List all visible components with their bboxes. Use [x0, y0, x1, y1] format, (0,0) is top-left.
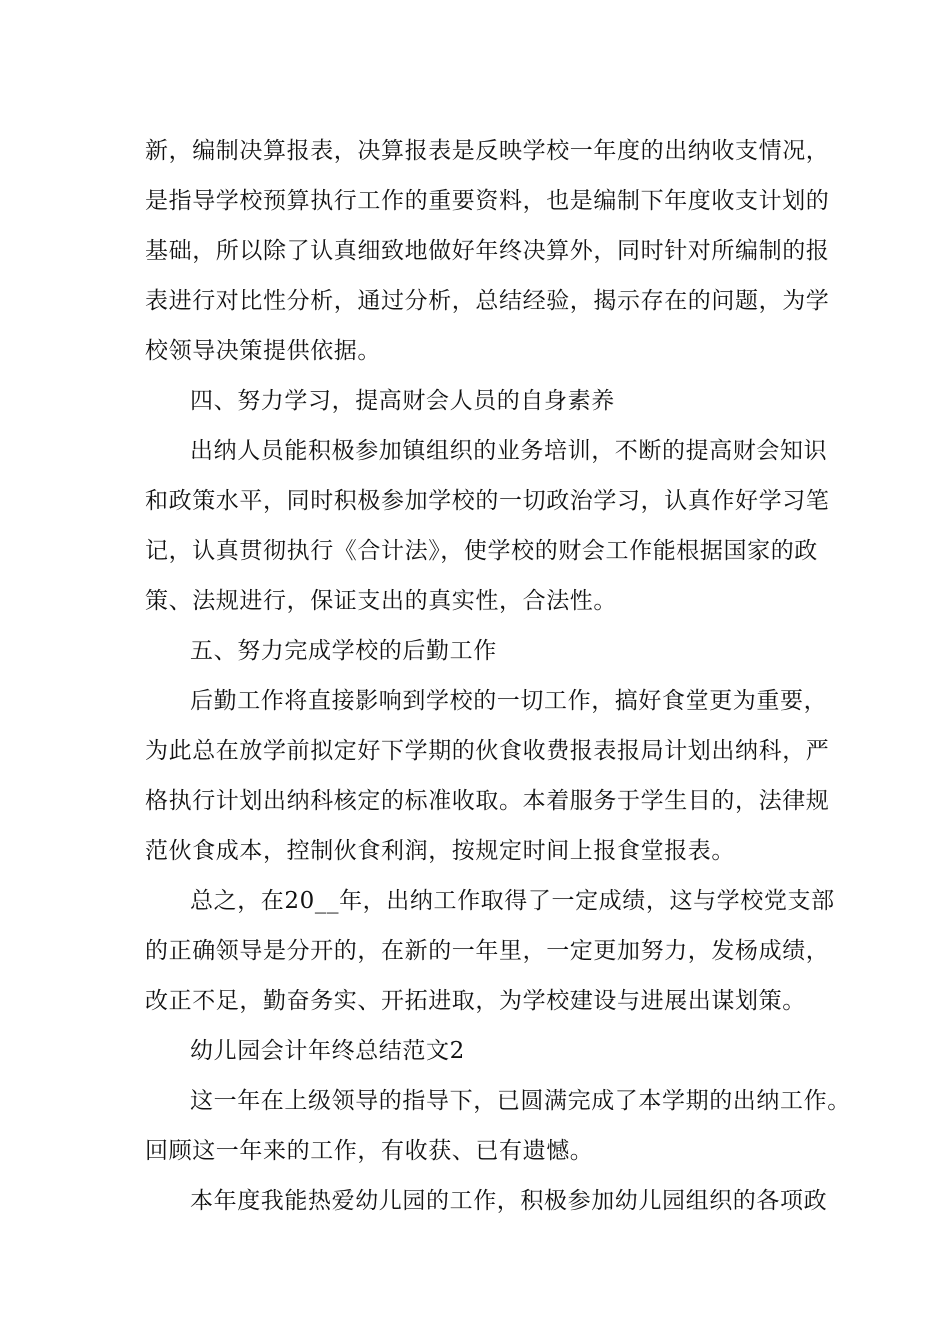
text-line: 改正不足，勤奋务实、开拓进取，为学校建设与进展出谋划策。 [145, 988, 806, 1014]
text-line: 范伙食成本，控制伙食利润，按规定时间上报食堂报表。 [145, 838, 735, 864]
text-line: 这一年在上级领导的指导下，已圆满完成了本学期的出纳工作。 [190, 1088, 851, 1114]
text-line: 和政策水平，同时积极参加学校的一切政治学习，认真作好学习笔 [145, 488, 830, 514]
text-line: 本年度我能热爱幼儿园的工作，积极参加幼儿园组织的各项政 [190, 1188, 828, 1214]
text-line: 出纳人员能积极参加镇组织的业务培训，不断的提高财会知识 [190, 438, 828, 464]
text-line: 总之，在20__年，出纳工作取得了一定成绩，这与学校党支部 [190, 888, 835, 914]
text-line: 基础，所以除了认真细致地做好年终决算外，同时针对所编制的报 [145, 238, 830, 264]
text-line: 校领导决策提供依据。 [145, 338, 381, 364]
text-line: 表进行对比性分析，通过分析，总结经验，揭示存在的问题，为学 [145, 288, 830, 314]
text-line: 为此总在放学前拟定好下学期的伙食收费报表报局计划出纳科，严 [145, 738, 830, 764]
text-line: 的正确领导是分开的，在新的一年里，一定更加努力，发杨成绩， [145, 938, 830, 964]
text-line: 策、法规进行，保证支出的真实性，合法性。 [145, 588, 617, 614]
text-line: 格执行计划出纳科核定的标准收取。本着服务于学生目的，法律规 [145, 788, 830, 814]
text-line: 后勤工作将直接影响到学校的一切工作，搞好食堂更为重要， [190, 688, 828, 714]
section-heading: 五、努力完成学校的后勤工作 [190, 638, 497, 664]
text-line: 是指导学校预算执行工作的重要资料，也是编制下年度收支计划的 [145, 188, 830, 214]
section-heading: 四、努力学习，提高财会人员的自身素养 [190, 388, 615, 414]
text-line: 新，编制决算报表，决算报表是反映学校一年度的出纳收支情况， [145, 138, 830, 164]
article-title: 幼儿园会计年终总结范文2 [190, 1038, 465, 1064]
text-line: 回顾这一年来的工作，有收获、已有遗憾。 [145, 1138, 594, 1164]
text-line: 记，认真贯彻执行《合计法》，使学校的财会工作能根据国家的政 [145, 538, 818, 564]
